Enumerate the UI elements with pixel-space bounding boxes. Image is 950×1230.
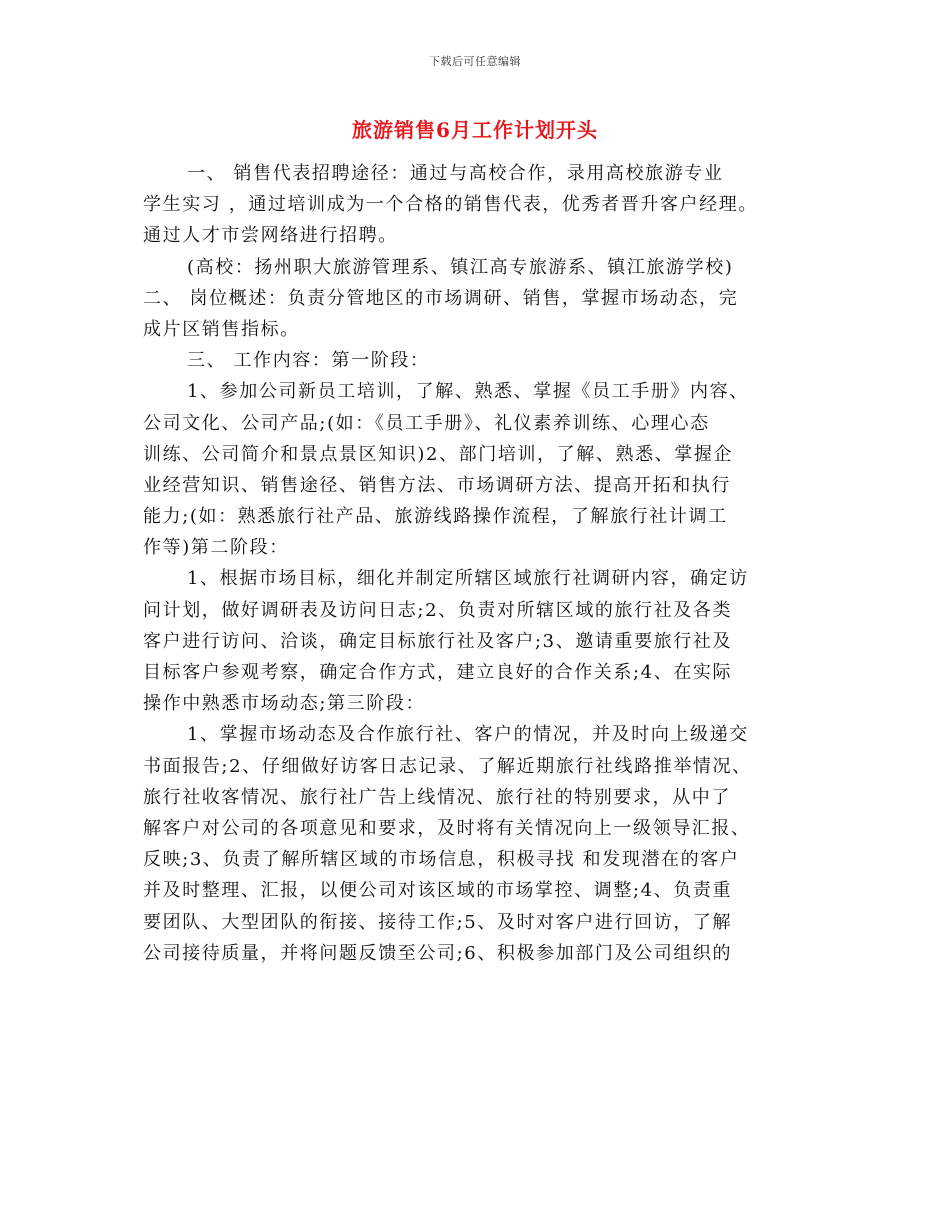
text-line: 客户进行访问、洽谈，确定目标旅行社及客户;3、邀请重要旅行社及 [143,630,733,652]
text-line: 1、根据市场目标，细化并制定所辖区域旅行社调研内容，确定访 [187,568,749,590]
text-line: 二、 岗位概述：负责分管地区的市场调研、销售，掌握市场动态，完 [143,287,739,309]
text-line: 书面报告;2、仔细做好访客日志记录、了解近期旅行社线路推举情况、 [143,755,752,777]
text-line: 训练、公司简介和景点景区知识)2、部门培训，了解、熟悉、掌握企 [143,443,734,465]
text-line: 操作中熟悉市场动态;第三阶段： [143,693,426,715]
text-line: 并及时整理、汇报，以便公司对该区域的市场掌控、调整;4、负责重 [143,880,733,902]
text-line: 旅行社收客情况、旅行社广告上线情况、旅行社的特别要求，从中了 [143,786,731,808]
text-line: 要团队、大型团队的衔接、接待工作;5、及时对客户进行回访，了解 [143,911,733,933]
text-line: 一、 销售代表招聘途径：通过与高校合作，录用高校旅游专业 [187,163,724,184]
text-line: 业经营知识、销售途径、销售方法、市场调研方法、提高开拓和执行 [143,474,731,496]
text-line: 1、掌握市场动态及合作旅行社、客户的情况，并及时向上级递交 [187,724,749,746]
text-line: 1、参加公司新员工培训，了解、熟悉、掌握《员工手册》内容、 [187,381,749,403]
text-line: 公司接待质量，并将问题反馈至公司;6、积极参加部门及公司组织的 [143,942,733,964]
text-line: 三、 工作内容：第一阶段： [187,350,430,372]
document-title: 旅游销售6月工作计划开头 [352,118,598,142]
text-line: 学生实习 ，通过培训成为一个合格的销售代表，优秀者晋升客户经理。 [143,194,758,216]
text-line: 成片区销售指标。 [143,318,300,340]
text-line: 目标客户参观考察，确定合作方式，建立良好的合作关系;4、在实际 [143,662,733,683]
text-line: 公司文化、公司产品;(如：《员工手册》、礼仪素养训练、心理心态 [143,412,710,434]
text-line: (高校：扬州职大旅游管理系、镇江高专旅游系、镇江旅游学校) [187,256,734,278]
text-line: 能力;(如：熟悉旅行社产品、旅游线路操作流程，了解旅行社计调工 [143,506,728,528]
text-line: 解客户对公司的各项意见和要求，及时将有关情况向上一级领导汇报、 [143,817,751,839]
text-line: 反映;3、负责了解所辖区域的市场信息，积极寻找 和发现潜在的客户 [143,849,740,871]
header-note: 下载后可任意编辑 [429,55,521,68]
text-line: 通过人才市尝网络进行招聘。 [143,225,398,247]
text-line: 作等)第二阶段： [143,537,289,559]
text-line: 问计划，做好调研表及访问日志;2、负责对所辖区域的旅行社及各类 [143,599,733,621]
document-body [143,158,813,969]
